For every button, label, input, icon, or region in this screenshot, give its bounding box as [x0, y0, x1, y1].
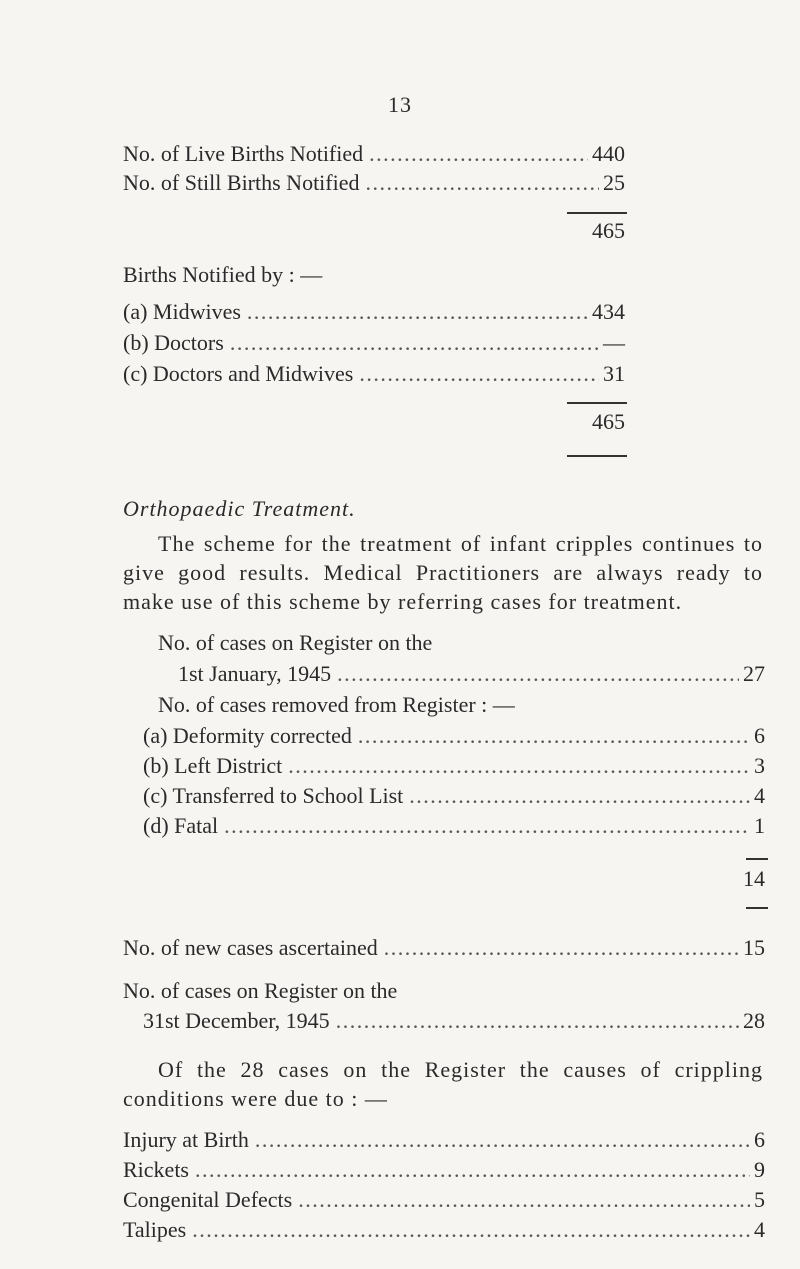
removed-heading: No. of cases removed from Register : —: [158, 692, 515, 717]
row-label: (b) Doctors: [123, 330, 224, 355]
causes-paragraph: [123, 1055, 763, 1113]
leader-dots: [409, 783, 750, 809]
row-value: 28: [743, 1008, 765, 1033]
removed-item-row: [143, 723, 765, 749]
double-rule: [746, 907, 768, 909]
row-value: 3: [754, 753, 765, 778]
paragraph-text: Of the 28 cases on the Register the causes of crippling conditions were due to : —: [123, 1057, 763, 1111]
removed-item-row: [143, 753, 765, 779]
row-value: 9: [754, 1157, 765, 1182]
register-start-label: No. of cases on Register on the: [158, 630, 433, 655]
leader-dots: [359, 361, 599, 387]
row-label: No. of new cases ascertained: [123, 935, 378, 960]
row-label: (c) Doctors and Midwives: [123, 361, 354, 386]
row-value: 440: [592, 141, 625, 166]
row-label: No. of Live Births Notified: [123, 141, 364, 166]
cause-row: [123, 1127, 765, 1153]
leader-dots: [195, 1157, 750, 1183]
row-value: 31: [603, 361, 625, 386]
removed-item-row: [143, 813, 765, 839]
leader-dots: [230, 330, 599, 356]
row-label: (a) Midwives: [123, 299, 241, 324]
row-label: (a) Deformity corrected: [143, 723, 352, 748]
double-rule: [567, 455, 627, 457]
leader-dots: [192, 1217, 750, 1243]
paragraph-text: The scheme for the treatment of infant cripples continues to give good results. Medical Practitioners are always ready to make use of this scheme by referring cases for treatment.: [123, 531, 763, 614]
leader-dots: [358, 723, 750, 749]
notified-item-row: [123, 361, 625, 387]
row-value: 4: [754, 1217, 765, 1242]
row-label: Talipes: [123, 1217, 187, 1242]
removed-total: 14: [743, 866, 765, 891]
removed-item-row: [143, 783, 765, 809]
register-start-row: [178, 661, 765, 687]
births-total: 465: [592, 218, 625, 243]
leader-dots: [247, 299, 588, 325]
leader-dots: [288, 753, 750, 779]
cause-row: [123, 1157, 765, 1183]
section-heading: Orthopaedic Treatment.: [123, 496, 356, 521]
total-rule: [567, 212, 627, 214]
intro-paragraph: [123, 529, 763, 616]
row-value: 434: [592, 299, 625, 324]
notified-total: 465: [592, 409, 625, 434]
row-label: 1st January, 1945: [178, 661, 332, 686]
row-label: (b) Left District: [143, 753, 283, 778]
row-value: 6: [754, 723, 765, 748]
new-cases-row: [123, 935, 765, 961]
row-value: 5: [754, 1187, 765, 1212]
row-value: 1: [754, 813, 765, 838]
still-births-row: [123, 170, 625, 196]
register-end-row: [143, 1008, 765, 1034]
leader-dots: [224, 813, 750, 839]
notified-item-row: [123, 330, 625, 356]
leader-dots: [384, 935, 739, 961]
leader-dots: [336, 1008, 739, 1034]
row-value: 6: [754, 1127, 765, 1152]
total-rule: [567, 402, 627, 404]
row-label: Congenital Defects: [123, 1187, 293, 1212]
total-rule: [746, 858, 768, 860]
row-label: (d) Fatal: [143, 813, 219, 838]
row-label: (c) Transferred to School List: [143, 783, 404, 808]
leader-dots: [298, 1187, 750, 1213]
page-number: 13: [388, 92, 412, 117]
cause-row: [123, 1217, 765, 1243]
row-value: 27: [743, 661, 765, 686]
notified-by-heading: Births Notified by : —: [123, 262, 323, 287]
leader-dots: [369, 141, 588, 167]
leader-dots: [337, 661, 739, 687]
register-end-label: No. of cases on Register on the: [123, 978, 398, 1003]
live-births-row: [123, 141, 625, 167]
row-label: Injury at Birth: [123, 1127, 249, 1152]
leader-dots: [366, 170, 600, 196]
leader-dots: [255, 1127, 750, 1153]
notified-item-row: [123, 299, 625, 325]
row-value: 25: [603, 170, 625, 195]
row-label: No. of Still Births Notified: [123, 170, 360, 195]
cause-row: [123, 1187, 765, 1213]
row-label: Rickets: [123, 1157, 189, 1182]
row-label: 31st December, 1945: [143, 1008, 330, 1033]
row-value: —: [603, 330, 625, 355]
row-value: 15: [743, 935, 765, 960]
row-value: 4: [754, 783, 765, 808]
